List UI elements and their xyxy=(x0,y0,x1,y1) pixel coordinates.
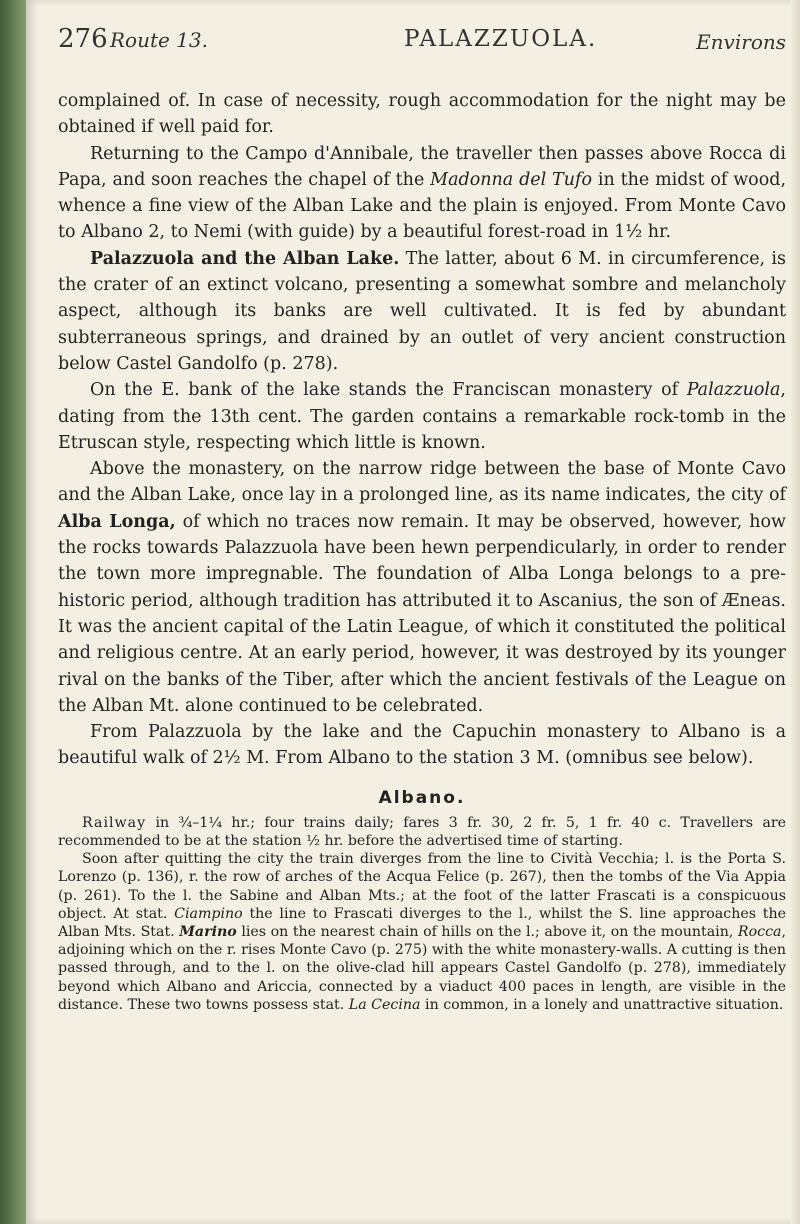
paragraph-4: On the E. bank of the lake stands the Franciscan monastery of Palazzuola, dating from the 13th cent. The garden contains a remarkable rock-tomb in the Etruscan style, respecting which little is known. xyxy=(58,380,786,453)
paragraph-6: From Palazzuola by the lake and the Capuchin monastery to Albano is a beautiful walk of 2½ M. From Albano to the station 3 M. (omnibus see below). xyxy=(58,722,786,769)
page-number: 276 xyxy=(58,24,108,54)
albano-heading: Albano. xyxy=(378,787,466,808)
paragraph-5: Above the monastery, on the narrow ridge between the base of Monte Cavo and the Alban Lake, once lay in a prolonged line, as its name indicates, the city of Alba Longa, of which no traces now remain. It may be observed, however, how the rocks towards Palazzuola have been hewn perpendicularly, in order to render the town more impregnable. The foundation of Alba Longa belongs to a pre-historic period, although tradition has attributed it to Ascanius, the son of Æneas. It was the ancient capital of the Latin League, of which it constituted the political and religious centre. At an early period, however, it was destroyed by its younger rival on the banks of the Tiber, after which the ancient festivals of the League on the Alban Mt. alone continued to be celebrated. xyxy=(58,459,786,716)
page-edge xyxy=(790,0,800,1224)
route-label: Route 13. xyxy=(110,28,209,52)
paragraph-3: Palazzuola and the Alban Lake. The latter, about 6 M. in circumference, is the crater of an extinct volcano, presenting a somewhat sombre and melancholy aspect, although its banks are well cultivated. It is fed by abundant subterraneous springs, and drained by an outlet of very ancient construction below Castel Gandolfo (p. 278). xyxy=(58,248,786,374)
albano-route-description: Soon after quitting the city the train diverges from the line to Cività Vecchia; l. is the Porta S. Lorenzo (p. 136), r. the row of arches of the Acqua Felice (p. 267), then the tombs of the Via Appia (p. 261). To the l. the Sabine and Alban Mts.; at the foot of the latter Frascati is a conspicuous object. At stat. Ciampino the line to Frascati diverges to the l., whilst the S. line approaches the Alban Mts. Stat. Marino lies on the nearest chain of hills on the l.; above it, on the mountain, Rocca, adjoining which on the r. rises Monte Cavo (p. 275) with the white monastery-walls. A cutting is then passed through, and to the l. on the olive-clad hill appears Castel Gandolfo (p. 278), immediately beyond which Albano and Ariccia, connected by a viaduct 400 paces in length, are visible in the distance. These two towns possess stat. La Cecina in common, in a lonely and unattractive situation. xyxy=(58,851,786,1013)
albano-railway: Railway in ¾–1¼ hr.; four trains daily; fares 3 fr. 30, 2 fr. 5, 1 fr. 40 c. Travellers are recommended to be at the station ½ hr. before the advertised time of starting. xyxy=(58,814,786,849)
paragraph-2: Returning to the Campo d'Annibale, the traveller then passes above Rocca di Papa, and soon reaches the chapel of the Madonna del Tufo in the midst of wood, whence a fine view of the Alban Lake and the plain is enjoyed. From Monte Cavo to Albano 2, to Nemi (with guide) by a beautiful forest-road in 1½ hr. xyxy=(58,143,787,243)
albano-text xyxy=(58,814,786,1014)
paragraph-1: complained of. In case of necessity, rough accommodation for the night may be obtained if well paid for. xyxy=(58,91,786,138)
main-text xyxy=(58,88,786,772)
section-label: Environs xyxy=(696,30,786,54)
running-header xyxy=(58,24,786,66)
page-content xyxy=(58,24,786,1014)
place-title: PALAZZUOLA. xyxy=(404,26,598,52)
